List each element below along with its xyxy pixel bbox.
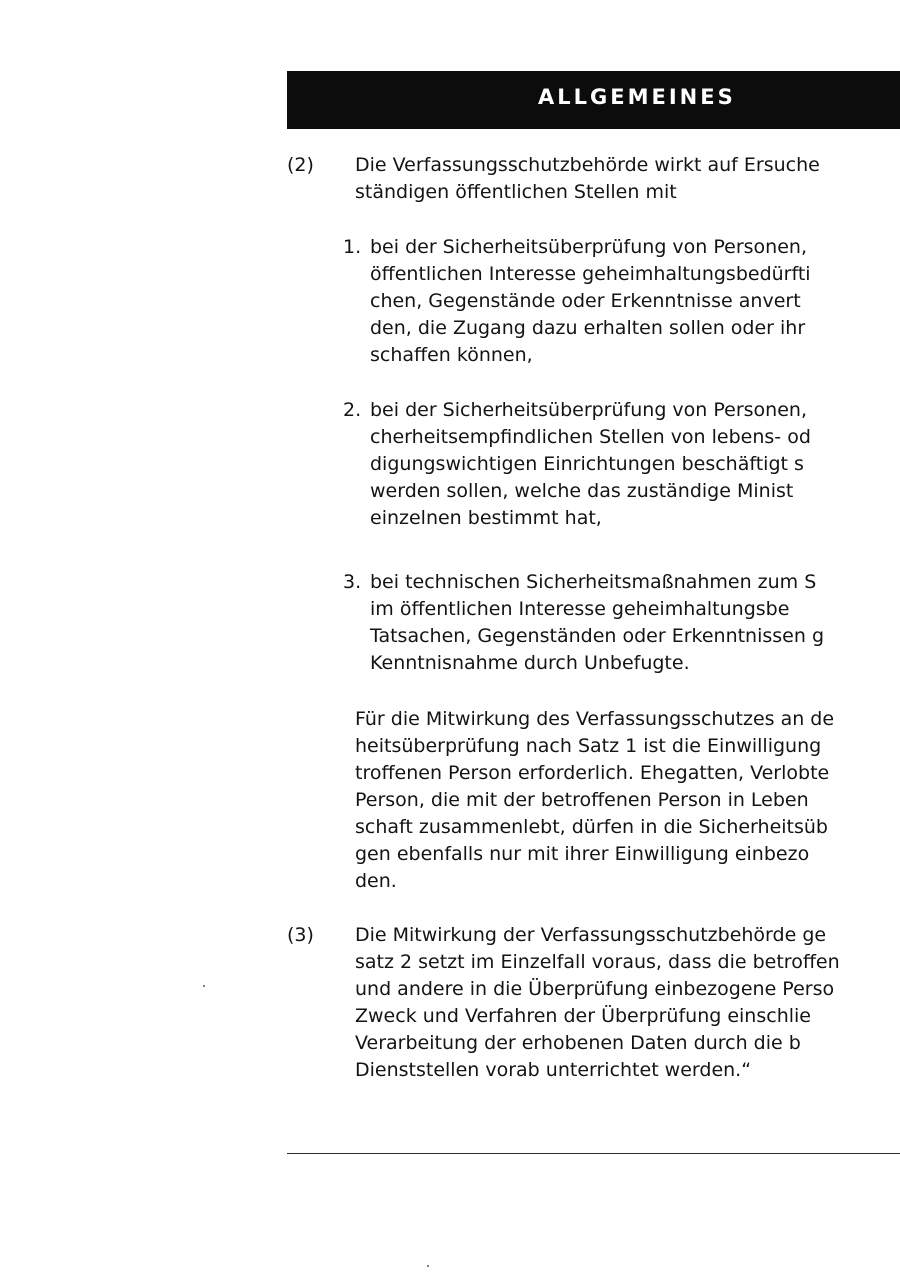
text-line: Zweck und Verfahren der Überprüfung einschlie <box>355 1005 811 1027</box>
section-header-bar <box>287 71 900 129</box>
text-line: cherheitsempfindlichen Stellen von lebens- od <box>370 426 811 448</box>
text-line: Person, die mit der betroffenen Person in Leben <box>355 789 809 811</box>
text-line: ständigen öffentlichen Stellen mit <box>355 181 677 203</box>
text-line: bei der Sicherheitsüberprüfung von Personen, <box>370 236 807 258</box>
text-line: heitsüberprüfung nach Satz 1 ist die Einwilligung <box>355 735 822 757</box>
paragraph-number: (3) <box>287 924 314 946</box>
scan-speck <box>203 985 205 987</box>
section-title: ALLGEMEINES <box>538 85 736 109</box>
text-line: bei der Sicherheitsüberprüfung von Personen, <box>370 399 807 421</box>
text-line: satz 2 setzt im Einzelfall voraus, dass die betroffen <box>355 951 840 973</box>
text-line: Für die Mitwirkung des Verfassungsschutzes an de <box>355 708 835 730</box>
list-item-number: 2. <box>343 399 362 421</box>
text-line: bei technischen Sicherheitsmaßnahmen zum S <box>370 571 817 593</box>
list-item-number: 1. <box>343 236 362 258</box>
text-line: Dienststellen vorab unterrichtet werden.“ <box>355 1059 752 1081</box>
text-line: Kenntnisnahme durch Unbefugte. <box>370 652 690 674</box>
scan-speck <box>427 1265 429 1267</box>
text-line: chen, Gegenstände oder Erkenntnisse anvert <box>370 290 801 312</box>
text-line: werden sollen, welche das zuständige Minist <box>370 480 794 502</box>
text-line: schaffen können, <box>370 344 533 366</box>
list-item-number: 3. <box>343 571 362 593</box>
text-line: Tatsachen, Gegenständen oder Erkenntnissen g <box>370 625 825 647</box>
text-line: den, die Zugang dazu erhalten sollen oder ihr <box>370 317 806 339</box>
text-line: Die Mitwirkung der Verfassungsschutzbehörde ge <box>355 924 827 946</box>
text-line: den. <box>355 870 397 892</box>
text-line: Verarbeitung der erhobenen Daten durch die b <box>355 1032 801 1054</box>
paragraph-number: (2) <box>287 154 314 176</box>
text-line: öffentlichen Interesse geheimhaltungsbedürfti <box>370 263 811 285</box>
text-line: Die Verfassungsschutzbehörde wirkt auf Ersuche <box>355 154 820 176</box>
text-line: troffenen Person erforderlich. Ehegatten, Verlobte <box>355 762 830 784</box>
text-line: digungswichtigen Einrichtungen beschäftigt s <box>370 453 804 475</box>
text-line: gen ebenfalls nur mit ihrer Einwilligung einbezo <box>355 843 810 865</box>
text-line: im öffentlichen Interesse geheimhaltungsbe <box>370 598 790 620</box>
text-line: und andere in die Überprüfung einbezogene Perso <box>355 978 835 1000</box>
text-line: schaft zusammenlebt, dürfen in die Sicherheitsüb <box>355 816 828 838</box>
footnote-divider <box>287 1153 900 1154</box>
text-line: einzelnen bestimmt hat, <box>370 507 602 529</box>
